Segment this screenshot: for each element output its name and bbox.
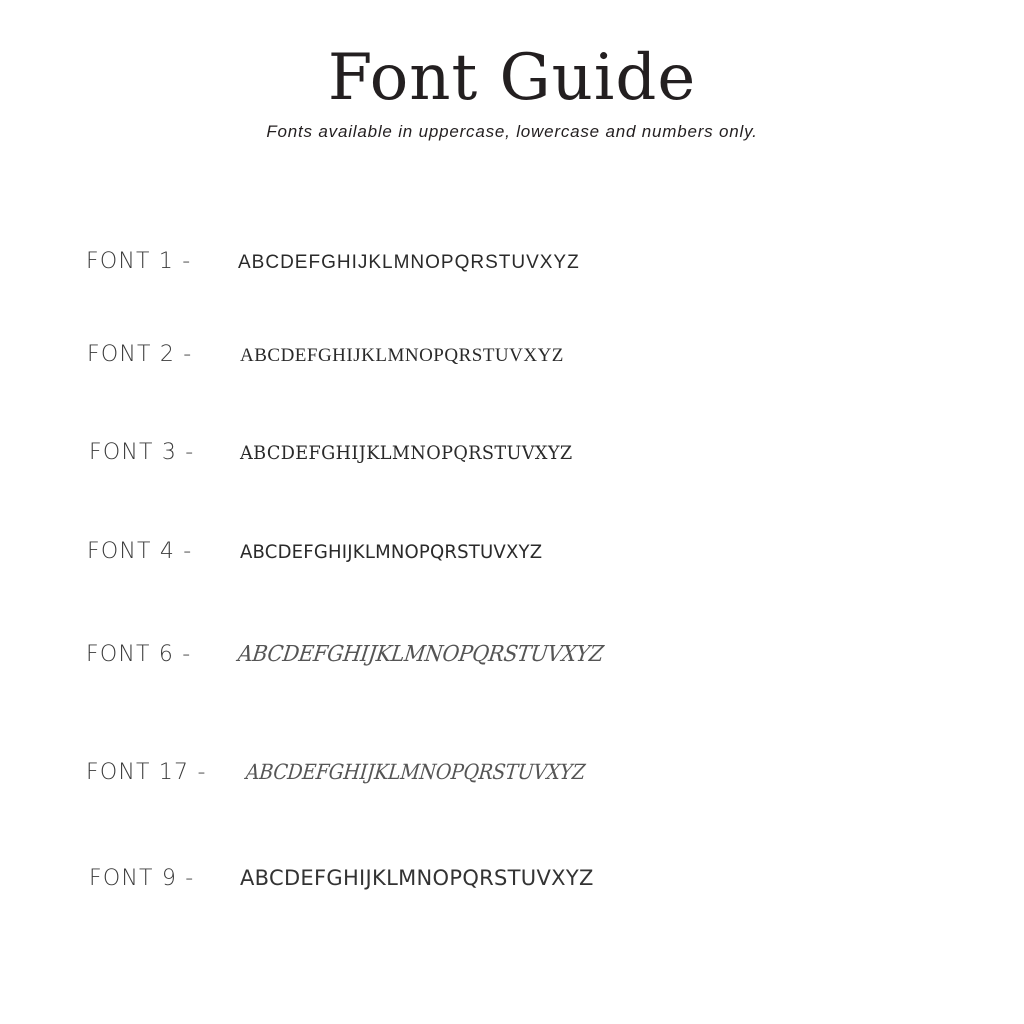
font-sample: ABCDEFGHIJKLMNOPQRSTUVXYZ [236,642,605,667]
font-row-3 [0,442,1024,482]
font-label: FONT 17 - [86,760,207,785]
font-label: FONT 3 - [89,440,195,465]
font-label: FONT 4 - [87,539,193,564]
page-title: Font Guide [327,41,697,115]
font-row-9 [0,868,1024,908]
font-sample: ABCDEFGHIJKLMNOPQRSTUVXYZ [240,345,564,366]
font-row-17 [0,762,1024,802]
font-row-2 [0,344,1024,384]
font-label: FONT 6 - [86,642,192,667]
font-sample: ABCDEFGHIJKLMNOPQRSTUVXYZ [240,541,543,563]
font-sample: ABCDEFGHIJKLMNOPQRSTUVXYZ [240,866,594,890]
font-label: FONT 2 - [87,342,193,367]
font-label: FONT 9 - [89,866,195,891]
font-label: FONT 1 - [86,249,192,274]
page-subtitle: Fonts available in uppercase, lowercase and numbers only. [266,122,758,141]
font-sample: ABCDEFGHIJKLMNOPQRSTUVXYZ [238,252,580,273]
font-row-6 [0,644,1024,684]
font-row-4 [0,541,1024,581]
font-sample: ABCDEFGHIJKLMNOPQRSTUVXYZ [240,442,573,464]
font-row-1 [0,251,1024,291]
font-sample: ABCDEFGHIJKLMNOPQRSTUVXYZ [244,760,587,784]
